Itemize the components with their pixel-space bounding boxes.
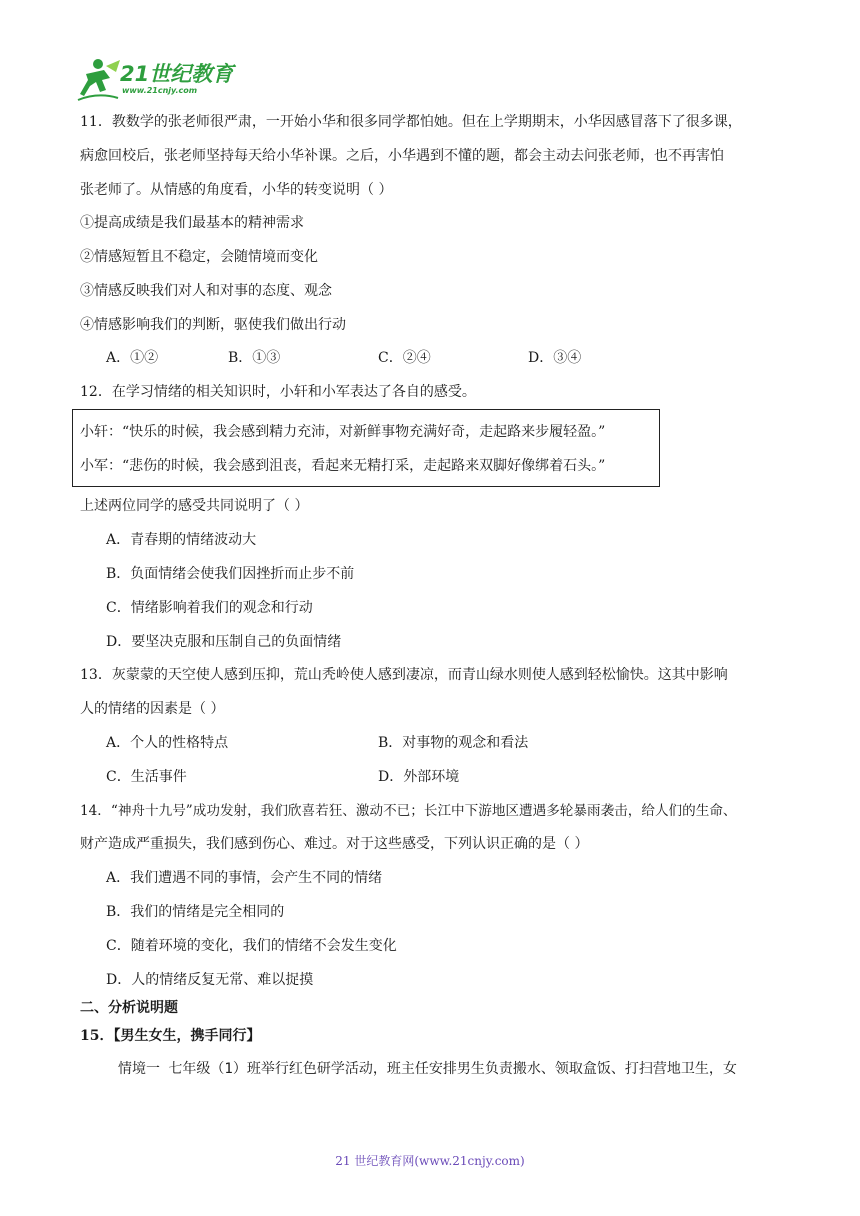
q11-statement-1: ①提高成绩是我们最基本的精神需求 [80, 215, 304, 231]
q13-option-a: A．个人的性格特点 [106, 735, 229, 751]
q11-option-a: A．①② [106, 350, 159, 366]
q14-line-1: 14．“神舟十九号”成功发射，我们欣喜若狂、激动不已；长江中下游地区遭遇多轮暴雨袭击，给人们的生命、 [80, 803, 737, 819]
q12-option-b: B．负面情绪会使我们因挫折而止步不前 [106, 566, 355, 582]
q11-statement-2: ②情感短暂且不稳定，会随情境而变化 [80, 249, 318, 265]
logo-url: www.21cnjy.com [122, 86, 198, 95]
page-footer: 21 世纪教育网(www.21cnjy.com) [335, 1154, 525, 1168]
q12-question: 上述两位同学的感受共同说明了（ ） [80, 498, 309, 514]
q14-option-d: D．人的情绪反复无常、难以捉摸 [106, 972, 314, 988]
q14-option-a: A．我们遭遇不同的事情，会产生不同的情绪 [106, 870, 383, 886]
q14-option-b: B．我们的情绪是完全相同的 [106, 904, 285, 920]
q13-line-2: 人的情绪的因素是（ ） [80, 701, 225, 717]
q13-line-1: 13．灰蒙蒙的天空使人感到压抑，荒山秃岭使人感到凄凉，而青山绿水则使人感到轻松愉快。这其中影响 [80, 667, 728, 683]
site-logo [76, 56, 246, 102]
q12-option-a: A．青春期的情绪波动大 [106, 532, 257, 548]
q11-line-2: 病愈回校后，张老师坚持每天给小华补课。之后，小华遇到不懂的题，都会主动去问张老师，也不再害怕 [80, 148, 724, 164]
q13-option-d: D．外部环境 [378, 769, 460, 785]
q15-title: 15．【男生女生，携手同行】 [80, 1028, 261, 1044]
q14-line-2: 财产造成严重损失，我们感到伤心、难过。对于这些感受，下列认识正确的是（ ） [80, 836, 589, 852]
runner-logo-icon [76, 56, 122, 102]
q12-option-c: C．情绪影响着我们的观念和行动 [106, 600, 313, 616]
q14-option-c: C．随着环境的变化，我们的情绪不会发生变化 [106, 938, 397, 954]
q11-option-c: C．②④ [378, 350, 431, 366]
q13-option-b: B．对事物的观念和看法 [378, 735, 529, 751]
q15-situation-1: 情境一 七年级（1）班举行红色研学活动，班主任安排男生负责搬水、领取盒饭、打扫营地卫生，女 [118, 1061, 737, 1077]
q13-option-c: C．生活事件 [106, 769, 187, 785]
q11-line-1: 11．教数学的张老师很严肃，一开始小华和很多同学都怕她。但在上学期期末，小华因感冒落下了很多课， [80, 114, 742, 130]
q12-quote-xiaoxuan: 小轩：“快乐的时候，我会感到精力充沛，对新鲜事物充满好奇，走起路来步履轻盈。” [80, 424, 606, 440]
q11-option-b: B．①③ [228, 350, 281, 366]
q12-option-d: D．要坚决克服和压制自己的负面情绪 [106, 634, 342, 650]
q11-option-d: D．③④ [528, 350, 582, 366]
q11-line-3: 张老师了。从情感的角度看，小华的转变说明（ ） [80, 182, 393, 198]
logo-text: 21世纪教育 [120, 62, 234, 86]
q11-statement-3: ③情感反映我们对人和对事的态度、观念 [80, 283, 332, 299]
q12-quote-xiaojun: 小军：“悲伤的时候，我会感到沮丧，看起来无精打采，走起路来双脚好像绑着石头。” [80, 458, 606, 474]
q12-quote-box [72, 409, 660, 487]
section-heading: 二、分析说明题 [80, 1000, 178, 1016]
q12-stem: 12．在学习情绪的相关知识时，小轩和小军表达了各自的感受。 [80, 384, 476, 400]
q11-statement-4: ④情感影响我们的判断，驱使我们做出行动 [80, 317, 346, 333]
